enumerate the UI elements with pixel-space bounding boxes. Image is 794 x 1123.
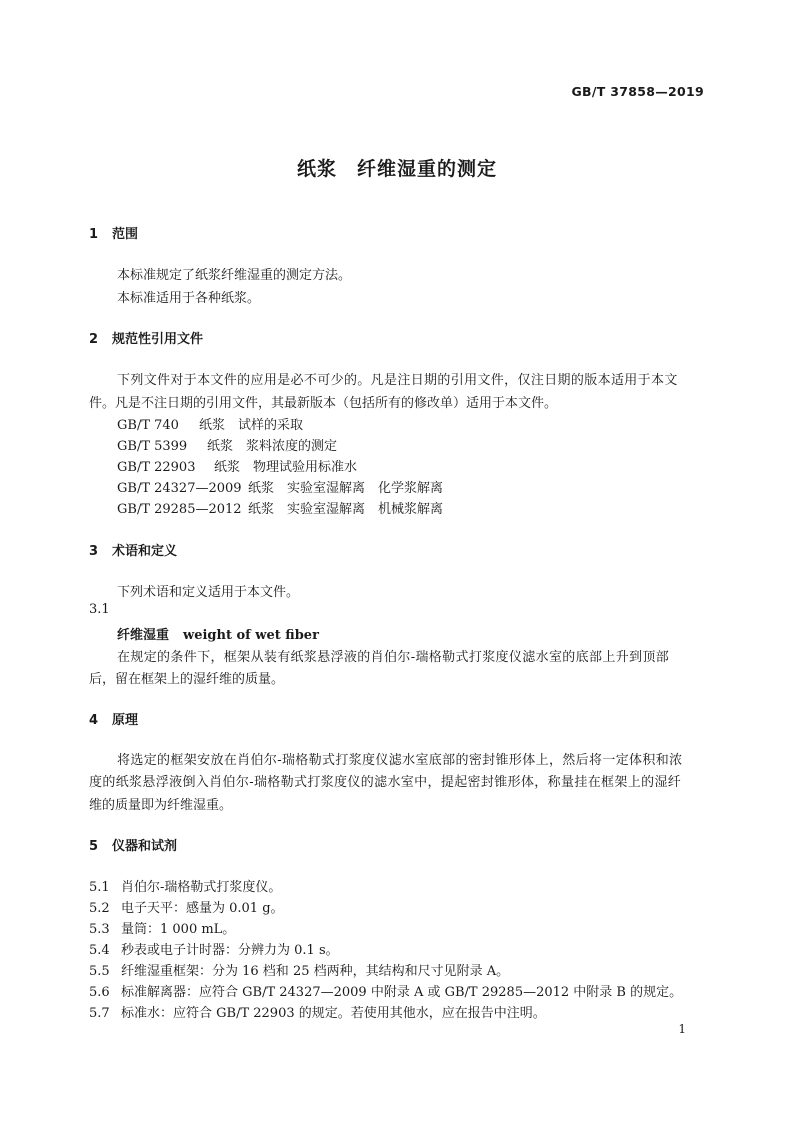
item-number: 5.1 bbox=[89, 880, 110, 895]
item-number: 5.7 bbox=[89, 1006, 110, 1021]
section-number: 2 bbox=[89, 332, 99, 347]
section-number: 1 bbox=[89, 227, 99, 242]
reference-code: GB/T 5399 bbox=[117, 439, 188, 454]
reference-item bbox=[117, 456, 357, 475]
reference-item bbox=[117, 498, 443, 517]
principle-line-3: 维的质量即为纤维湿重。 bbox=[89, 798, 233, 813]
section-title: 仪器和试剂 bbox=[112, 839, 178, 854]
item-text: 纤维湿重框架：分为 16 档和 25 档两种，其结构和尺寸见附录 A。 bbox=[121, 964, 510, 979]
term-chinese: 纤维湿重 bbox=[117, 628, 170, 643]
apparatus-item bbox=[89, 1002, 546, 1021]
document-title: 纸浆 纤维湿重的测定 bbox=[296, 158, 497, 180]
reference-title: 纸浆 物理试验用标准水 bbox=[214, 460, 358, 475]
reference-title: 纸浆 浆料浓度的测定 bbox=[207, 439, 338, 454]
item-text: 秒表或电子计时器：分辨力为 0.1 s。 bbox=[121, 943, 339, 958]
reference-code: GB/T 29285—2012 bbox=[117, 502, 242, 517]
section-title: 原理 bbox=[112, 713, 139, 728]
page-number: 1 bbox=[678, 1022, 686, 1036]
section-4-heading bbox=[89, 709, 138, 728]
section-5-heading bbox=[89, 835, 177, 854]
principle-line-1: 将选定的框架安放在肖伯尔-瑞格勒式打浆度仪滤水室底部的密封锥形体上，然后将一定体积和浓 bbox=[117, 753, 683, 768]
apparatus-item bbox=[89, 981, 682, 1000]
reference-item bbox=[117, 414, 303, 433]
reference-title: 纸浆 实验室湿解离 化学浆解离 bbox=[248, 481, 444, 496]
section-title: 规范性引用文件 bbox=[112, 332, 204, 347]
apparatus-item bbox=[89, 939, 339, 958]
item-text: 量筒：1 000 mL。 bbox=[121, 922, 236, 937]
term-english: weight of wet fiber bbox=[183, 628, 319, 643]
term-entry bbox=[117, 624, 319, 643]
reference-item bbox=[117, 477, 443, 496]
reference-item bbox=[117, 435, 337, 454]
term-definition-line-1: 在规定的条件下，框架从装有纸浆悬浮液的肖伯尔-瑞格勒式打浆度仪滤水室的底部上升到顶部 bbox=[117, 650, 670, 665]
section-1-heading bbox=[89, 223, 138, 242]
section-number: 5 bbox=[89, 839, 99, 854]
item-text: 标准水：应符合 GB/T 22903 的规定。若使用其他水，应在报告中注明。 bbox=[121, 1006, 546, 1021]
reference-code: GB/T 22903 bbox=[117, 460, 196, 475]
section-number: 3 bbox=[89, 544, 99, 559]
term-definition-line-2: 后，留在框架上的湿纤维的质量。 bbox=[89, 672, 285, 687]
references-intro-line-2: 件。凡是不注日期的引用文件，其最新版本（包括所有的修改单）适用于本文件。 bbox=[89, 396, 558, 411]
section-2-heading bbox=[89, 328, 203, 347]
principle-line-2: 度的纸浆悬浮液倒入肖伯尔-瑞格勒式打浆度仪的滤水室中，提起密封锥形体，称量挂在框架上的湿纤 bbox=[89, 775, 682, 790]
section-title: 范围 bbox=[112, 227, 139, 242]
reference-title: 纸浆 试样的采取 bbox=[199, 418, 304, 433]
reference-code: GB/T 740 bbox=[117, 418, 179, 433]
scope-paragraph-1: 本标准规定了纸浆纤维湿重的测定方法。 bbox=[117, 268, 352, 283]
item-number: 5.2 bbox=[89, 901, 110, 916]
section-number: 4 bbox=[89, 713, 99, 728]
item-number: 5.6 bbox=[89, 985, 110, 1000]
term-number: 3.1 bbox=[89, 602, 110, 617]
reference-code: GB/T 24327—2009 bbox=[117, 481, 242, 496]
scope-paragraph-2: 本标准适用于各种纸浆。 bbox=[117, 291, 261, 306]
standard-code: GB/T 37858—2019 bbox=[571, 84, 704, 99]
terms-intro: 下列术语和定义适用于本文件。 bbox=[117, 585, 300, 600]
apparatus-item bbox=[89, 960, 509, 979]
item-number: 5.5 bbox=[89, 964, 110, 979]
item-text: 电子天平：感量为 0.01 g。 bbox=[121, 901, 284, 916]
reference-title: 纸浆 实验室湿解离 机械浆解离 bbox=[248, 502, 444, 517]
apparatus-item bbox=[89, 918, 235, 937]
section-3-heading bbox=[89, 540, 177, 559]
section-title: 术语和定义 bbox=[112, 544, 178, 559]
item-number: 5.3 bbox=[89, 922, 110, 937]
item-number: 5.4 bbox=[89, 943, 110, 958]
apparatus-item bbox=[89, 897, 284, 916]
item-text: 肖伯尔-瑞格勒式打浆度仪。 bbox=[121, 880, 282, 895]
apparatus-item bbox=[89, 876, 281, 895]
item-text: 标准解离器：应符合 GB/T 24327—2009 中附录 A 或 GB/T 29285—2012 中附录 B 的规定。 bbox=[121, 985, 683, 1000]
references-intro-line-1: 下列文件对于本文件的应用是必不可少的。凡是注日期的引用文件，仅注日期的版本适用于本文 bbox=[117, 373, 678, 388]
